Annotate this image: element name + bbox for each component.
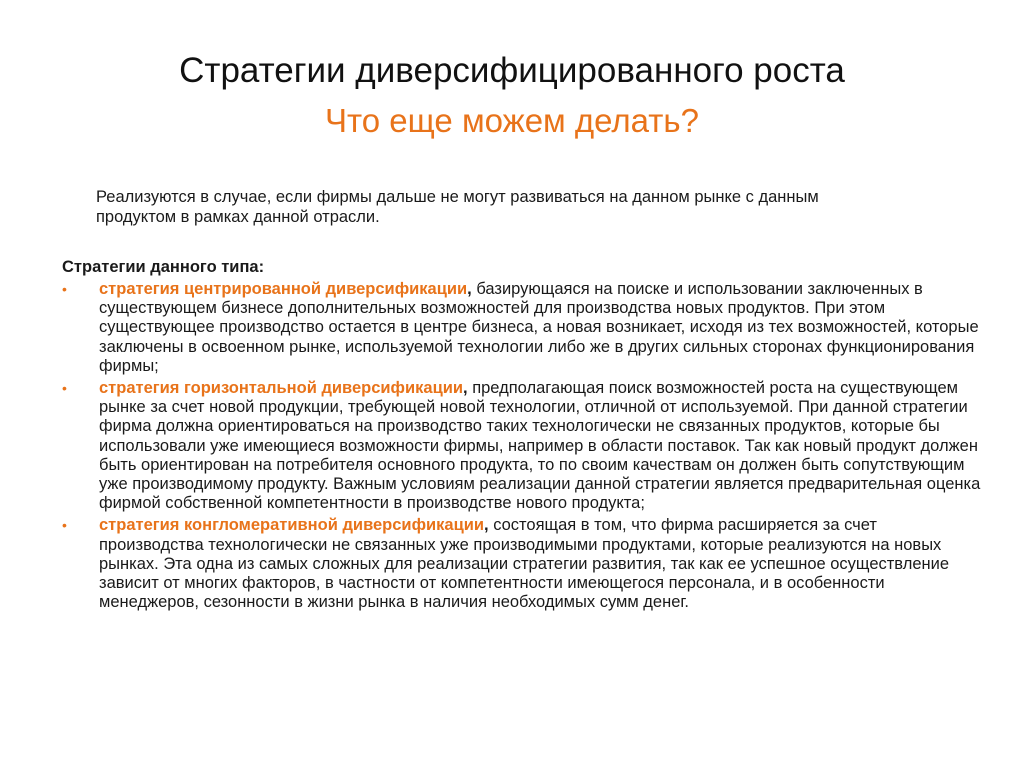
list-item — [62, 280, 982, 376]
term-comma: , — [463, 379, 468, 398]
strategy-description: базирующаяся на поиске и использовании заключенных в существующем бизнесе дополнительных возможностей для производства новых продуктов. При этом существующее производство остается в центре бизнеса, а новая возникает, исходя из тех возможностей, которые заключены в освоенном рынке, используемой технологии либо же в других сильных сторонах функционирования фирмы; — [99, 280, 979, 375]
slide-subtitle: Что еще можем делать? — [325, 102, 699, 139]
strategy-term: стратегия центрированной диверсификации — [99, 280, 468, 298]
strategies-list — [62, 280, 982, 612]
term-comma: , — [484, 516, 489, 535]
intro-paragraph: Реализуются в случае, если фирмы дальше не могут развиваться на данном рынке с данным продуктом в рамках данной отрасли. — [96, 188, 819, 226]
bullet-icon: • — [62, 281, 67, 297]
strategy-description: состоящая в том, что фирма расширяется за счет производства технологически не связанных уже производимыми продуктами, которые реализуются на новых рынках. Эта одна из самых сложных для реализации стратегии развития, так как ее успешное осуществление зависит от многих факторов, в частности от компетентности имеющегося персонала, и в особенности менеджеров, сезонности в жизни рынка в наличия необходимых сумм денег. — [99, 516, 949, 612]
strategy-description: предполагающая поиск возможностей роста на существующем рынке за счет новой продукции, требующей новой технологии, отличной от используемой. При данной стратегии фирма должна ориентироваться на производство таких технологически не связанных продуктов, которые бы использовали уже имеющиеся возможности фирмы, например в области поставок. Так как новый продукт должен быть ориентирован на потребителя основного продукта, то по своим качествам он должен быть сопутствующим уже производимому продукту. Важным условиям реализации данной стратегии является предварительная оценка фирмой собственной компетентности в производстве нового продукта; — [99, 379, 981, 513]
bullet-icon: • — [62, 380, 67, 397]
strategy-term: стратегия горизонтальной диверсификации — [99, 379, 464, 398]
bullet-icon: • — [62, 517, 67, 534]
list-item — [62, 516, 982, 612]
term-comma: , — [467, 280, 472, 298]
strategy-term: стратегия конгломеративной диверсификации — [99, 516, 485, 535]
section-heading: Стратегии данного типа: — [62, 258, 265, 276]
slide-title: Стратегии диверсифицированного роста — [179, 51, 845, 90]
list-item — [62, 379, 982, 513]
strategies-section — [62, 257, 982, 615]
